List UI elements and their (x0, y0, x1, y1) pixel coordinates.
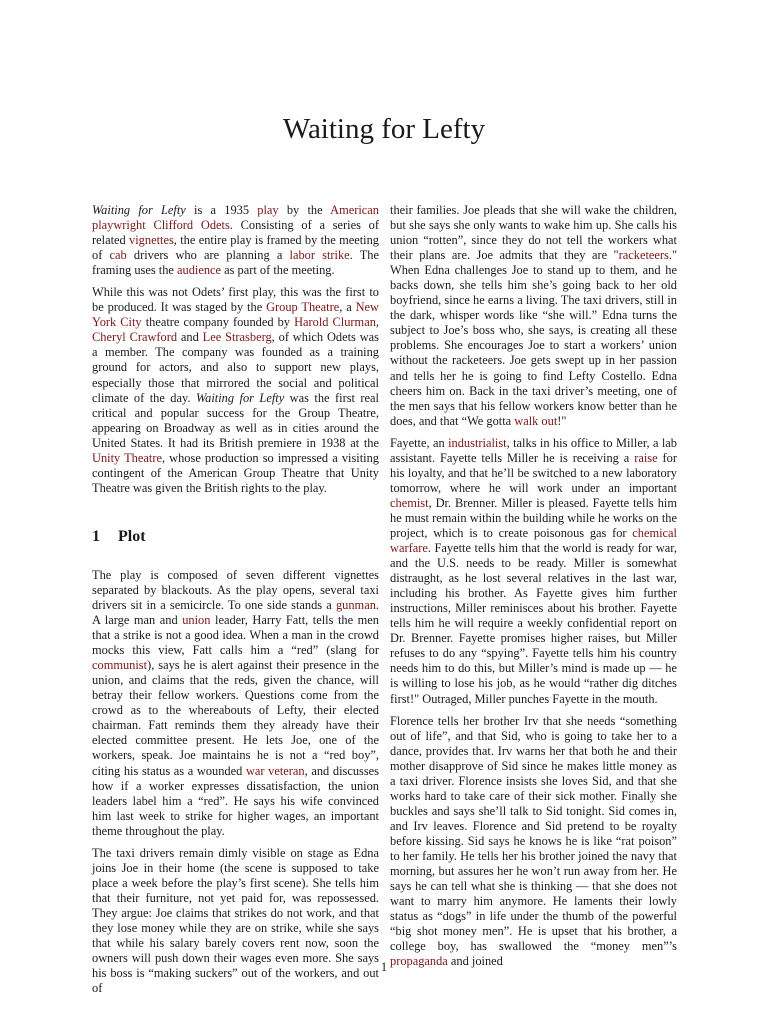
wiki-link[interactable]: Group Theatre (266, 300, 340, 315)
page-number: 1 (380, 960, 388, 974)
wiki-link[interactable]: Harold Clurman (294, 315, 376, 330)
paragraph (390, 714, 677, 970)
text-run: by the (278, 203, 331, 217)
paragraph (92, 285, 379, 496)
text-run: . The framing uses the (92, 248, 379, 278)
text-run: is a 1935 (185, 203, 258, 217)
text-run: While this was not Odets’ first play, this was the first to be produced. It was staged by the (92, 285, 379, 315)
wiki-link[interactable]: Unity Theatre (92, 450, 162, 465)
text-run: , (375, 315, 379, 330)
wiki-link[interactable]: Lee Strasberg (202, 330, 272, 345)
text-run: as part of the meeting. (221, 263, 335, 278)
text-run: , Dr. Brenner. Miller is pleased. Fayette tells him he must remain within the building while he works on the project, which is to create poisonous gas for (390, 495, 677, 540)
text-run: drivers who are planning a (126, 248, 290, 263)
wiki-link[interactable]: vignettes (129, 233, 174, 248)
wiki-link[interactable]: union (182, 613, 211, 628)
wiki-link[interactable]: Clifford Odets (153, 218, 230, 233)
paragraph (92, 568, 379, 839)
text-run: theatre company founded by (141, 315, 295, 330)
wiki-link[interactable]: chemical warfare (390, 525, 677, 556)
text-run: and (177, 330, 203, 345)
section-number: 1 (92, 527, 100, 545)
text-run: leader, Harry Fatt, tells the men that a strike is not a good idea. When a man in the crowd mocks this view, Fatt calls him a “red” (slang for (92, 613, 379, 658)
text-run: ), says he is alert against their presence in the union, and claims that the reds, given the chance, will betray their fellow workers. Questions come from the crowd as to the whereabouts of Lefty, their elected chairman. Fatt reminds them they already have their elected committee present. He lets Joe, one of the workers, speak. Joe maintains he is not a “red boy”, citing his status as a wounded (92, 658, 379, 778)
wiki-link[interactable]: walk out (514, 413, 558, 428)
text-run: . A large man and (92, 597, 379, 628)
wiki-link[interactable]: Cheryl Crawford (92, 330, 178, 345)
wiki-link[interactable]: labor strike (289, 248, 350, 263)
plot-section (92, 568, 379, 996)
text-run: , whose production so impressed a visiting contingent of the American Group Theatre that Unity Theatre was given the British rights to the play. (92, 450, 379, 495)
text-run: for his loyalty, and that he’ll be switched to a new laboratory tomorrow, where he will work under an important (390, 450, 678, 495)
wiki-link[interactable]: racketeers (618, 248, 669, 263)
text-run: !" (557, 413, 567, 428)
text-run: . Consisting of a series of related (92, 218, 379, 248)
wiki-link[interactable]: communist (92, 658, 148, 673)
paragraph (390, 436, 677, 707)
wiki-link[interactable]: cab (109, 248, 127, 263)
wiki-link[interactable]: New York City (92, 300, 379, 330)
wiki-link[interactable]: play (257, 203, 279, 217)
section-heading-plot (92, 527, 379, 547)
wiki-link[interactable]: chemist (390, 495, 429, 510)
document-title: Waiting for Lefty (282, 113, 486, 145)
text-run: ." When Edna challenges Joe to stand up to them, and he backs down, she tells him she’s going back to her old boyfriend, since he earns a living. The taxi drivers, still in the dark, whisper words like “she will.” Edna turns the subject to Joe’s boss who, she says, is creating all these problems. She encourages Joe to start a workers’ union without the racketeers. Joe gets swept up in her passion and tells her he is going to find Lefty Costello. Edna cheers him on. Back in the taxi driver’s meeting, one of the men says that his fellow workers know better than he does, and that “We gotta (390, 248, 677, 428)
wiki-link[interactable]: war veteran (245, 763, 305, 778)
text-run: , talks in his office to Miller, a lab assistant. Fayette tells Miller he is receiving a (390, 435, 677, 465)
text-run: Florence tells her brother Irv that she needs “something out of life”, and that Sid, who is going to take her to a dance, provides that. Irv warns her that both he and their mother disapprove of Sid since he makes little money as a taxi driver. Florence insists she loves Sid, and that she works hard to take care of their sick mother. Finally she buckles and says she’ll talk to Sid tonight. Sid comes in, and Irv leaves. Florence and Sid pretend to be royalty before kissing. Sid says he knows he is like “rat poison” to her family. He tells her his brother joined the navy that morning, but assures her he won’t run away from her. He says he can tell what she is thinking — that she does not want to marry him anymore. He laments their lowly status as “dogs” in life under the thumb of the powerful “big shot money men”. He is upset that his brother, a college boy, has swallowed the “money men”’s (390, 713, 677, 954)
text-run: , and discusses how if a worker expresses dissatisfaction, the union leaders label him a “red”. He says his wife convinced him last week to strike for higher wages, an important theme throughout the play. (92, 763, 379, 838)
italic-title: Waiting for Lefty (92, 203, 186, 217)
wiki-link[interactable]: raise (634, 450, 658, 465)
paragraph (390, 203, 677, 429)
wiki-link[interactable]: gunman (335, 597, 376, 612)
right-column (390, 203, 677, 969)
text-run: and joined (447, 954, 503, 969)
text-run: was the first real critical and popular success for the Group Theatre, appearing on Broadway as well as in cities around the United States. It had its British premiere in 1938 at the (92, 390, 379, 450)
text-run: , the entire play is framed by the meeting of (92, 233, 379, 263)
text-run: , of which Odets was a member. The company was founded as a training ground for actors, and also to support new plays, especially those that mirrored the social and political climate of the day. (92, 330, 379, 405)
wiki-link[interactable]: industrialist (448, 435, 507, 450)
paragraph (92, 203, 379, 278)
text-run: their families. Joe pleads that she will wake the children, but she says she only wants to wake him up. She calls his union “rotten”, since they do not tell the workers what their plans are. Joe admits that they are " (390, 203, 677, 263)
text-run: , a (339, 300, 356, 315)
text-run: The play is composed of seven different vignettes separated by blackouts. As the play opens, several taxi drivers sit in a semicircle. To one side stands a (92, 567, 379, 612)
section-title: Plot (118, 527, 146, 545)
italic-title: Waiting for Lefty (195, 390, 285, 405)
plot-continued-section (390, 203, 677, 969)
left-column (92, 203, 379, 996)
intro-section (92, 203, 379, 496)
wiki-link[interactable]: audience (177, 263, 222, 278)
wiki-link[interactable]: propaganda (390, 954, 448, 969)
text-run: . Fayette tells him that the world is ready for war, and the U.S. needs to be ready. Miller is somewhat distraught, as he lost several relatives in the last war, including his brother. As Fayette gives him further instructions, Miller reminisces about his brother. Fayette tells him he will require a weekly confidential report on Dr. Brenner. Fayette promises higher raises, but Miller refuses to do any “spying”. Fayette tells him his country needs him to do this, but Miller’s mind is made up — he is willing to lose his job, as he would “rather dig ditches first!" Outraged, Miller punches Fayette in the mouth. (390, 541, 677, 706)
text-run: Fayette, an (390, 435, 449, 450)
text-run: The taxi drivers remain dimly visible on stage as Edna joins Joe in their home (the scene is supposed to take place a week before the play’s first scene). She tells him that their furniture, not yet paid for, was repossessed. They argue: Joe claims that strikes do not work, and that they lose money while they are on strike, while she says that while his salary barely covers rent now, soon the owners will push down their wages even more. She says his boss is “making suckers” out of the workers, and out of (92, 845, 379, 996)
wiki-link[interactable]: American playwright (92, 203, 380, 233)
